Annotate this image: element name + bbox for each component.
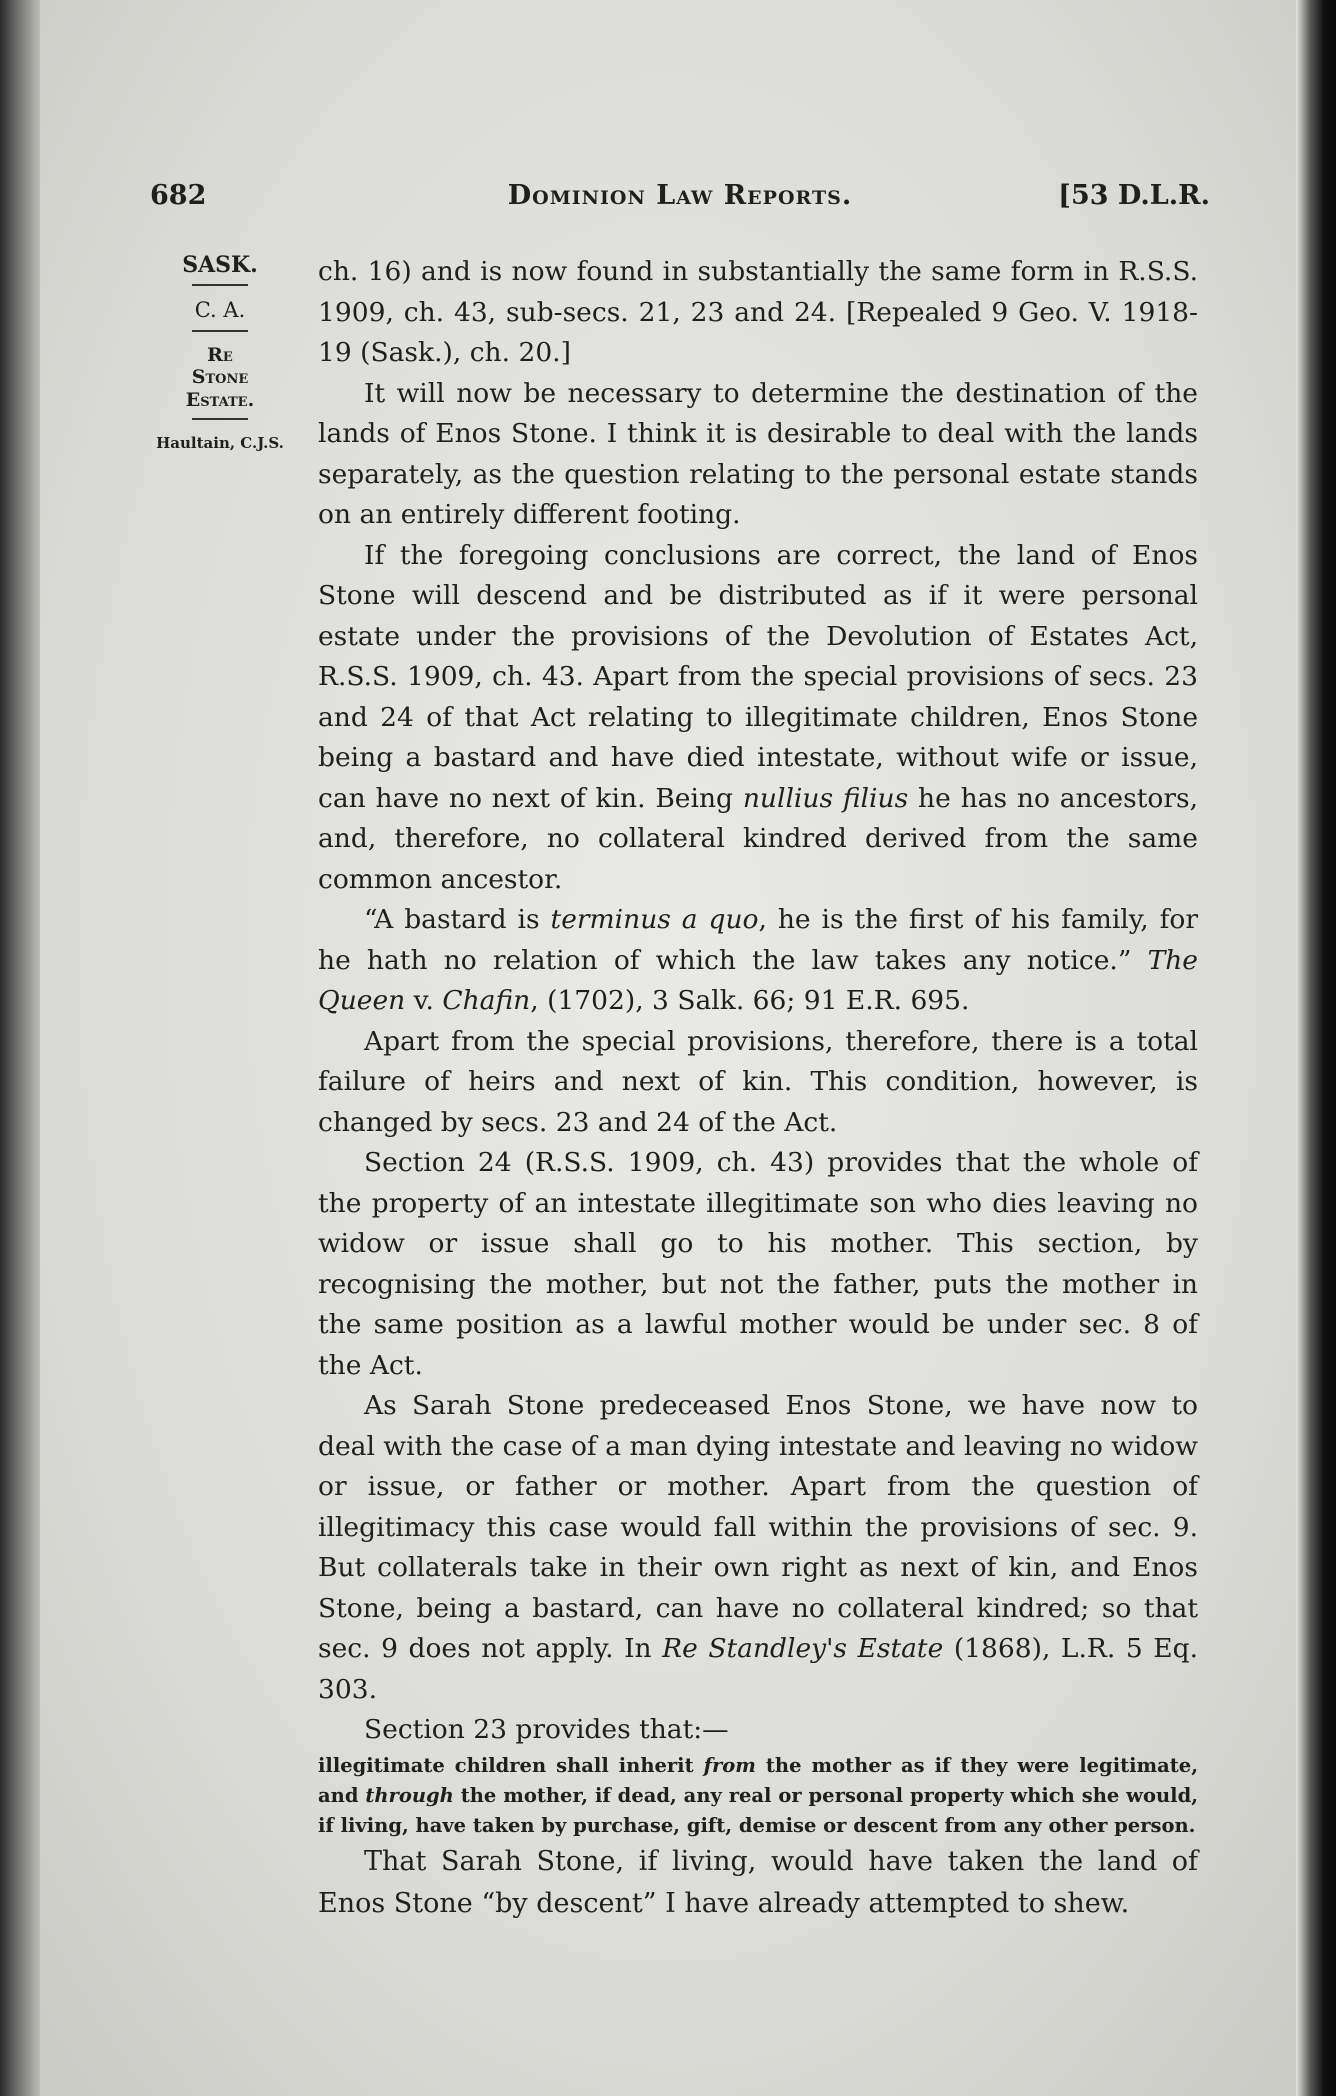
page-number: 682 xyxy=(150,180,207,211)
paragraph: Section 23 provides that:— xyxy=(364,1714,729,1745)
statute-quote: illegitimate children shall inherit from the mother as if they were legitimate, and through the mother, if dead, any real or personal property which she would, if living, have taken by purchase, gift, demise or descent from any other person. xyxy=(318,1753,1198,1837)
margin-notes xyxy=(145,252,295,452)
paragraph: As Sarah Stone predeceased Enos Stone, we have now to deal with the case of a man dying intestate and leaving no widow or issue, or father or mother. Apart from the question of illegitimacy this case would fall within the provisions of sec. 9. But collaterals take in their own right as next of kin, and Enos Stone, being a bastard, can have no collateral kindred; so that sec. 9 does not apply. In Re Standley's Estate (1868), L.R. 5 Eq. 303. xyxy=(318,1390,1198,1705)
judge-name: Haultain, C.J.S. xyxy=(156,433,284,452)
book-binding-shadow xyxy=(0,0,40,2096)
paragraph: It will now be necessary to determine the destination of the lands of Enos Stone. I think it is desirable to deal with the lands separately, as the question relating to the personal estate stands on an entirely different footing. xyxy=(318,377,1198,530)
paragraph: Section 24 (R.S.S. 1909, ch. 43) provides that the whole of the property of an intestate illegitimate son who dies leaving no widow or issue shall go to his mother. This section, by recognising the mother, but not the father, puts the mother in the same position as a lawful mother would be under sec. 8 of the Act. xyxy=(318,1147,1198,1381)
paragraph: “A bastard is terminus a quo, he is the first of his family, for he hath no relation of which the law takes any notice.” The Queen v. Chafin, (1702), 3 Salk. 66; 91 E.R. 695. xyxy=(318,904,1199,1016)
publication-title: Dominion Law Reports. xyxy=(507,180,853,211)
running-header xyxy=(150,180,1210,220)
case-name: Re Stone Estate. xyxy=(185,343,255,412)
page-edge-shadow xyxy=(1296,0,1336,2096)
paragraph: ch. 16) and is now found in substantially the same form in R.S.S. 1909, ch. 43, sub-secs. 21, 23 and 24. [Repealed 9 Geo. V. 1918-19 (Sask.), ch. 20.] xyxy=(318,256,1198,368)
paragraph: That Sarah Stone, if living, would have taken the land of Enos Stone “by descent” I have already attempted to shew. xyxy=(318,1845,1198,1919)
province-label: SASK. xyxy=(182,252,258,278)
volume-reference: [53 D.L.R. xyxy=(1058,180,1210,211)
court-label: C. A. xyxy=(194,298,246,323)
margin-divider xyxy=(192,330,248,332)
paragraph: Apart from the special provisions, therefore, there is a total failure of heirs and next of kin. This condition, however, is changed by secs. 23 and 24 of the Act. xyxy=(318,1025,1198,1138)
margin-divider xyxy=(192,418,248,420)
paragraph: If the foregoing conclusions are correct, the land of Enos Stone will descend and be distributed as if it were personal estate under the provisions of the Devolution of Estates Act, R.S.S. 1909, ch. 43. Apart from the special provisions of secs. 23 and 24 of that Act relating to illegitimate children, Enos Stone being a bastard and have died intestate, without wife or issue, can have no next of kin. Being nullius filius he has no ancestors, and, therefore, no collateral kindred derived from the same common ancestor. xyxy=(318,539,1199,895)
body-text xyxy=(318,252,1198,1925)
margin-divider xyxy=(192,284,248,286)
